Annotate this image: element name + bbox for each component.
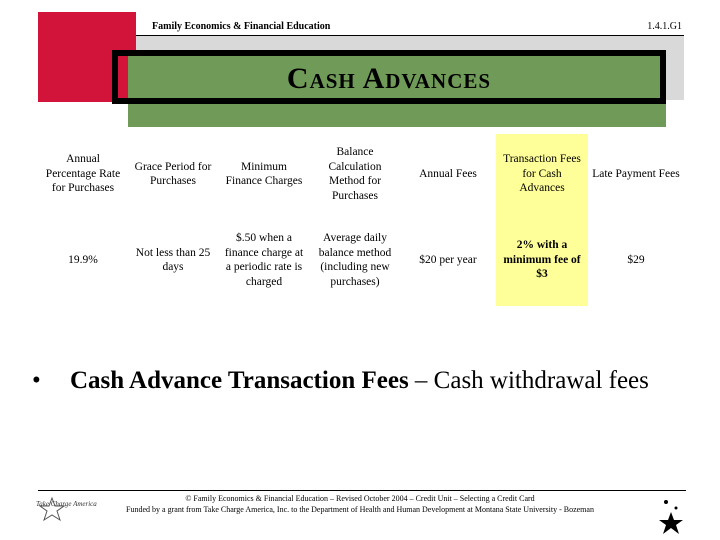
header-annual-fees: Annual Fees <box>419 167 477 180</box>
value-late-payment-fees: $29 <box>627 253 645 266</box>
bullet-definition: – Cash withdrawal fees <box>408 367 649 394</box>
slide-code: 1.4.1.G1 <box>647 21 682 32</box>
footer-copyright: © Family Economics & Financial Education – Revised October 2004 – Credit Unit – Selecting a Credit Card <box>185 494 535 503</box>
header-transaction-fees: Transaction Fees for Cash Advances <box>496 134 588 214</box>
table-header-row <box>38 134 684 214</box>
star-figure-icon <box>656 496 686 536</box>
bullet-point <box>32 364 672 397</box>
value-annual-fees: $20 per year <box>419 253 477 266</box>
organization-header: Family Economics & Financial Education <box>152 21 331 32</box>
header-minimum-finance-charges: Minimum Finance Charges <box>225 160 303 187</box>
footer-rule <box>38 490 686 491</box>
value-balance-method: Average daily balance method (including new purchases) <box>318 232 392 288</box>
footer-funding: Funded by a grant from Take Charge America, Inc. to the Department of Health and Human Development at Montana State University - Bozeman <box>126 505 594 514</box>
header-late-payment-fees: Late Payment Fees <box>592 167 680 180</box>
credit-card-terms-table <box>38 134 684 306</box>
bullet-text <box>32 364 672 397</box>
value-minimum-finance-charges: $.50 when a finance charge at a periodic rate is charged <box>224 232 304 288</box>
value-apr: 19.9% <box>68 253 98 266</box>
bullet-marker: • <box>32 367 41 394</box>
header-rule <box>136 35 684 36</box>
bullet-term: Cash Advance Transaction Fees <box>70 367 409 394</box>
header-balance-method: Balance Calculation Method for Purchases <box>328 146 382 202</box>
value-grace-period: Not less than 25 days <box>135 246 211 273</box>
table-value-row <box>38 214 684 306</box>
logo-text: Take Charge America <box>36 500 97 508</box>
value-transaction-fees: 2% with a minimum fee of $3 <box>496 214 588 306</box>
header-apr: Annual Percentage Rate for Purchases <box>45 153 121 195</box>
header-grace-period: Grace Period for Purchases <box>134 160 212 187</box>
page-title: Cash Advances <box>286 62 492 95</box>
